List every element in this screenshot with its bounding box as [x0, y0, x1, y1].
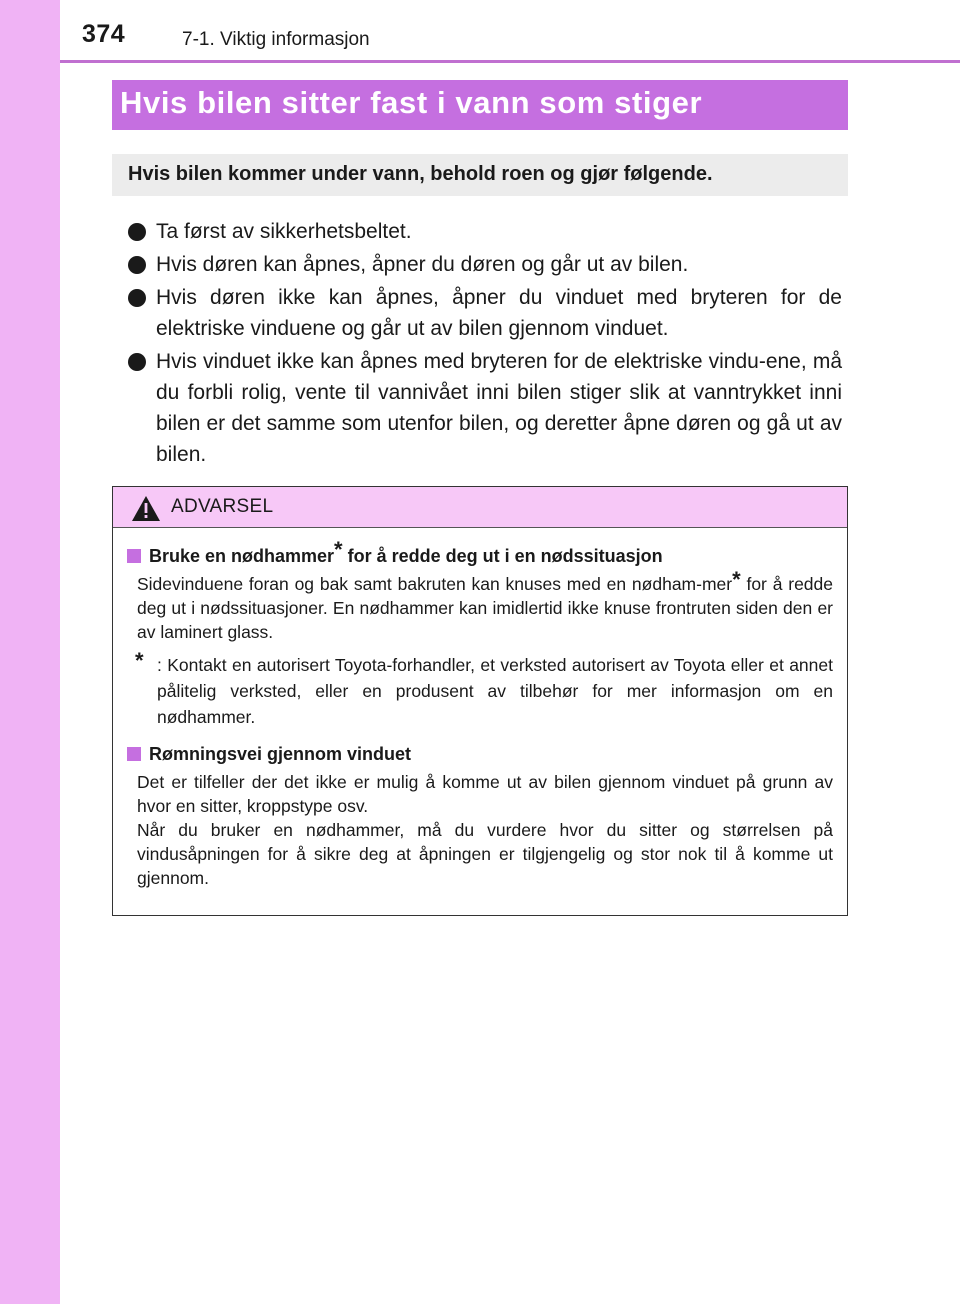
- list-item: [128, 346, 842, 470]
- warning-label: ADVARSEL: [171, 496, 274, 517]
- warning-paragraph: [127, 567, 834, 644]
- asterisk-mark: *: [334, 537, 343, 562]
- subheading-text: Rømningsvei gjennom vinduet: [149, 744, 412, 764]
- list-item: [128, 282, 842, 344]
- warning-header: [113, 487, 847, 528]
- warning-subheading-hammer: [127, 537, 833, 568]
- footnote-mark: *: [135, 648, 144, 673]
- bullet-dot-icon: [128, 353, 146, 371]
- intro-text: Hvis bilen kommer under vann, behold roen og gjør følgende.: [128, 163, 713, 185]
- warning-triangle-icon: [131, 495, 161, 522]
- warning-box: [112, 486, 848, 916]
- list-item-text: Hvis døren ikke kan åpnes, åpner du vinduet med bryteren for de elektriske vinduene og går ut av bilen gjennom vinduet.: [156, 286, 842, 340]
- subheading-text: Bruke en nødhammer: [149, 546, 335, 566]
- square-bullet-icon: [127, 747, 141, 761]
- list-item: [128, 216, 842, 247]
- asterisk-mark: *: [732, 567, 741, 592]
- subheading-text: for å redde deg ut i en nødssituasjon: [342, 546, 663, 566]
- bullet-dot-icon: [128, 223, 146, 241]
- warning-body: [113, 528, 847, 890]
- warning-paragraph: Når du bruker en nødhammer, må du vurdere hvor du sitter og størrelsen på vindusåpningen for å sikre deg at åpningen er tilgjengelig og stor nok til å komme ut gjennom.: [137, 820, 833, 888]
- section-title: Hvis bilen sitter fast i vann som stiger: [120, 85, 703, 120]
- list-item-text: Hvis vinduet ikke kan åpnes med bryteren for de elektriske vindu-ene, må du forbli rolig, vente til vannivået inni bilen stiger slik at vanntrykket inni bilen er det samme som utenfor bilen, og deretter åpne døren og gå ut av bilen.: [156, 350, 842, 466]
- list-item: [128, 249, 842, 280]
- warning-subheading-window: [127, 742, 833, 766]
- section-name: 7-1. Viktig informasjon: [182, 29, 370, 50]
- paragraph-text: for å redde deg ut i nødssituasjoner. En nødhammer kan imidlertid ikke knuse frontruten siden den er av laminert glass.: [137, 574, 834, 642]
- warning-paragraph: Det er tilfeller der det ikke er mulig å komme ut av bilen gjennom vinduet på grunn av hvor en sitter, kroppstype osv.: [137, 772, 833, 816]
- header-rule: [60, 60, 960, 63]
- page-number: 374: [82, 20, 126, 48]
- bullet-dot-icon: [128, 289, 146, 307]
- bullet-dot-icon: [128, 256, 146, 274]
- side-margin-strip: [0, 0, 60, 1304]
- square-bullet-icon: [127, 549, 141, 563]
- paragraph-text: Sidevinduene foran og bak samt bakruten kan knuses med en nødham-mer: [137, 574, 733, 594]
- section-title-bar: [112, 80, 848, 130]
- list-item-text: Ta først av sikkerhetsbeltet.: [156, 220, 412, 243]
- instruction-list: [128, 216, 842, 472]
- footnote-text: : Kontakt en autorisert Toyota-forhandler, et verksted autorisert av Toyota eller et annet pålitelig verksted, eller en produsent av tilbehør for mer informasjon om en nødhammer.: [157, 655, 833, 727]
- footnote: [127, 648, 833, 730]
- list-item-text: Hvis døren kan åpnes, åpner du døren og går ut av bilen.: [156, 253, 689, 276]
- intro-box: [112, 154, 848, 196]
